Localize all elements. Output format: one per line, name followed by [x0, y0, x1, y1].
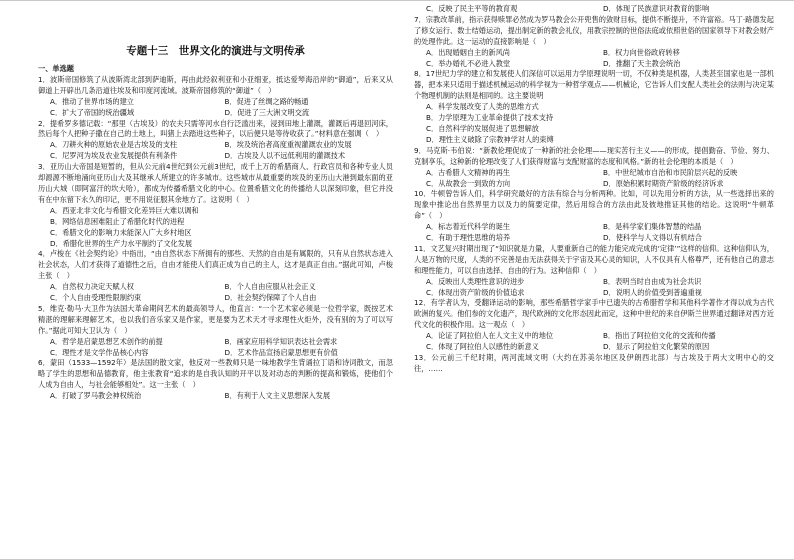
answer-option: A．西亚北非文化与希腊文化差异巨大难以调和	[50, 205, 199, 215]
answer-options	[50, 140, 393, 162]
answer-option: A．推动了世界市场的建立	[50, 96, 134, 106]
question-text: 8．17世纪力学的建立和发展使人们深信可以运用力学原理说明一切，不仅种类是机器，人类甚至国家也是一部机器，把本来只适用于描述机械运动的科学视为一种哲学观点——机械论，它告诉人们支配人类社会的法则与决定某个物理机制的法则是相同的。这主要说明	[414, 69, 774, 101]
answer-options	[50, 391, 393, 402]
answer-option: B．是科学家们集体智慧的结晶	[603, 222, 702, 232]
answer-option: D．使科学与人文得以有机结合	[603, 233, 702, 243]
answer-option: D．促进了三大洲文明交流	[224, 107, 310, 117]
answer-option: B．画家应用科学知识表达社会需求	[224, 336, 338, 346]
question-text: 13．公元前三千纪时期，两河流域文明（大约在苏美尔地区及伊朗西北部）与古埃及于两大文明中心的交往，……	[414, 353, 774, 373]
answer-options	[426, 4, 774, 15]
answer-option: D．希腊化世界的生产力水平制约了文化发展	[50, 238, 193, 248]
page-title: 专题十三 世界文化的演进与文明传承	[126, 45, 305, 57]
answer-option: B．促进了丝绸之路的畅通	[224, 96, 309, 106]
answer-option: C．扩大了帝国的统治疆域	[50, 107, 135, 117]
answer-option: C．体现出资产阶级的价值追求	[426, 287, 525, 297]
question-text: 11．文艺复兴时期出现了“知识就是力量，人要重新自己的能力能完成完成的‘定律’”这样的信仰。这种信仰认为，人是万物的尺度，人类的不完善是由无法获得关于宇宙及其心灵的知识，人不仅具有人格尊严，还有他自己的意志和理性能力，可以自由选择、自由的行为。这种信仰（ ）	[414, 243, 774, 275]
answer-option: D．显示了阿拉伯文化繁荣的原因	[603, 342, 710, 352]
answer-option: B．力学原理为工业革命提供了技术支持	[426, 113, 554, 123]
answer-option: D．说明人的价值受到普遍重视	[603, 287, 702, 297]
answer-options	[426, 168, 774, 190]
question-text: 10．牛顿曾告诉人们，科学研究最好的方法有综合与分析两种。比如，可以先用分析的方法，从一些选择出来的现象中推论出自然界里力以及力的简要定律，然后用综合的方法由此及彼地推证其他的结论。这说明“牛顿革命”（ ）	[414, 189, 774, 221]
answer-option: D．艺术作品宣扬启蒙思想更有价值	[224, 347, 338, 357]
answer-option: C．自然科学的发展促进了思想解放	[426, 123, 539, 133]
answer-option: A．打破了罗马教会神权统治	[50, 391, 142, 401]
answer-option: A．自然权力决定天赋人权	[50, 282, 134, 292]
answer-option: B．网络信息困难阻止了希腊化时代的进程	[50, 216, 185, 226]
answer-option: C．个人自由受理性限制约束	[50, 293, 142, 303]
answer-option: C．希腊文化的影响力未能深入广大乡村地区	[50, 227, 192, 237]
answer-option: C．理性才是文学作品核心内容	[50, 347, 149, 357]
answer-option: B．有利于人文主义思想深入发展	[224, 391, 331, 401]
answer-options	[426, 102, 774, 146]
answer-option: A．科学发展改变了人类的思维方式	[426, 102, 539, 112]
answer-option: B．埃及统治者高度重视灌溉农业的发展	[224, 140, 352, 150]
answer-option: B．中世纪城市自治和市民阶层兴起的反映	[603, 167, 738, 177]
answer-options	[426, 222, 774, 244]
question-text: 6．蒙田（1533—1592年）是法国的散文家，他反对一些教师只是一味地教学生背诵拉丁语和诗词散文，而忽略了学生的思想和品德教育，他主张教育“追求的是自我认知的开平以及对动态的判断的提高和锻炼，使他们个人成为自由人，与社会能够相处”。这一主张（ ）	[38, 358, 393, 390]
answer-options	[50, 282, 393, 304]
answer-options	[426, 277, 774, 299]
question-text: 2．提希罗多德记载：“那里（古埃及）的农夫只需等河水自行泛滥出来，浸到田地上灌溉，灌溉后再退回河床，然后每个人把种子撒在自己的土地上，叫猪上去踏进这些种子，以后便只是等待收获了。”材料意在强调（ ）	[38, 118, 393, 139]
question-text: 4．卢梭在《社会契约论》中指出，“由自然状态下所拥有的那些、天然的自由是有属限的，只有从自然状态进入社会状态，人们才获得了道德性之后，自由才能使人们真正成为自己的主人，这才是真正自由。”据此可知，卢梭主张（ ）	[38, 249, 393, 281]
answer-option: A．论证了阿拉伯人在人文主义中的地位	[426, 331, 554, 341]
answer-options	[50, 206, 393, 250]
answer-option: B．权力向世俗政府转移	[603, 47, 680, 57]
answer-option: D．理性主义破除了宗教神学对人的束缚	[426, 134, 554, 144]
left-question-list	[38, 75, 393, 402]
answer-option: C．有助于理性思维的培养	[426, 233, 511, 243]
question-text: 12．有学者认为，受翻译运动的影响，那些希腊哲学家手中已遗失的古希腊哲学和其他科学著作才得以成为古代欧洲的复兴。他们参的文化遗产，现代欧洲的文化形态因此而定，这种中世纪的来自伊斯兰世界通过翻译对西方近代文化的积极作用。这一观点（ ）	[414, 298, 774, 330]
answer-option: B．个人自由应服从社会正义	[224, 282, 316, 292]
answer-options	[426, 331, 774, 353]
answer-options	[50, 97, 393, 119]
right-column	[414, 1, 774, 375]
question-text: 5．维克·勒马·大卫作为法国大革命期间艺术的最高领导人，他直言：“一个艺术家必须是一位哲学家，既按艺术精湛的理解来理解艺术，也以我们音乐家又是作家，更是要为艺术天才寻求理性火炬外，没有别的为了可以写作。”据此可知大卫认为（ ）	[38, 303, 393, 335]
answer-options	[426, 48, 774, 70]
answer-option: B．指出了阿拉伯文化的交流和传播	[603, 331, 716, 341]
answer-option: A．出现婚姻自主的新风尚	[426, 47, 510, 57]
answer-option: B．表明当时自由成为社会共识	[603, 276, 702, 286]
section-heading: 一、单选题	[38, 64, 74, 73]
answer-option: C．举办婚礼不必进入教堂	[426, 58, 511, 68]
answer-option: C．体现了阿拉伯人以感性的新意义	[426, 342, 539, 352]
question-text: 7．宗教改革前，指示获得赎罪必然成为罗马教会公开兜售的敛财目标，提供不断提升，不许富裕。马丁·路德发起了修女运行、数士结婚运动，提出制定新的教会礼仪，用教宗控制的世俗法庭或依照世俗的国家领导下对教会财产的处理作此。这一运动的直接影响是（ ）	[414, 14, 774, 46]
answer-options	[50, 337, 393, 359]
answer-option: D．古埃及人以不远低利用的灌溉技术	[224, 151, 346, 161]
answer-option: D．体现了民族意识对教育的影响	[603, 4, 710, 13]
answer-option: D．原始积累时期资产阶级的经济诉求	[603, 178, 724, 188]
answer-option: D．推翻了天主教会统治	[603, 58, 681, 68]
answer-option: C．从故教会一到致的方向	[426, 178, 511, 188]
question-text: 9．马克斯·韦伯说：“新教伦理促成了一种新的社会伦理——现实苦行主义——的形成，提倡勤奋、节俭、努力、克制享乐，这种新的伦理改变了人们获得财富与支配财富的态度和风格。”新的社会伦理的本质是（ ）	[414, 145, 774, 166]
answer-option: A．标志着近代科学的诞生	[426, 222, 510, 232]
right-question-list	[414, 4, 774, 375]
answer-option: A．古希腊人文精神的再生	[426, 167, 510, 177]
question-text: 3．亚历山大帝国是短暂的，但从公元前4世纪到公元前3世纪，成千上万的希腊商人、行政官员和各种专业人员却源源不断地涌向亚历山大及其继承人所建立的许多城市。这些城市从最重要的埃及的亚历山大港到最东面的亚历山大城（即阿富汗的坎大哈），都成为传播希腊文化的中心。位置希腊文化的传播给人以深刻印象，但它并没有在中东留下永久的印记，更不用说征服其余地方了。这说明（ ）	[38, 162, 393, 204]
answer-option: C．反映了民主平等的教育观	[426, 4, 518, 13]
answer-option: A．刀耕火种的原始农业是古埃及的支柱	[50, 140, 178, 150]
answer-option: A．哲学是启蒙思想艺术创作的前提	[50, 336, 163, 346]
left-column	[38, 1, 393, 402]
question-text: 1．波斯帝国修筑了从波斯湾北部到萨迪斯，再由此经叙利亚和小亚细亚，抵达爱琴海沿岸的“御道”，后来又从御道上开辟出几条沿道往埃及和印度河流域。波斯帝国修筑的“御道”（ ）	[38, 74, 393, 95]
answer-option: D．社会契约保障了个人自由	[224, 293, 317, 303]
answer-option: C．尼罗河为埃及农业发展提供有利条件	[50, 151, 178, 161]
answer-option: A．反映出人类理性意识的进步	[426, 276, 525, 286]
